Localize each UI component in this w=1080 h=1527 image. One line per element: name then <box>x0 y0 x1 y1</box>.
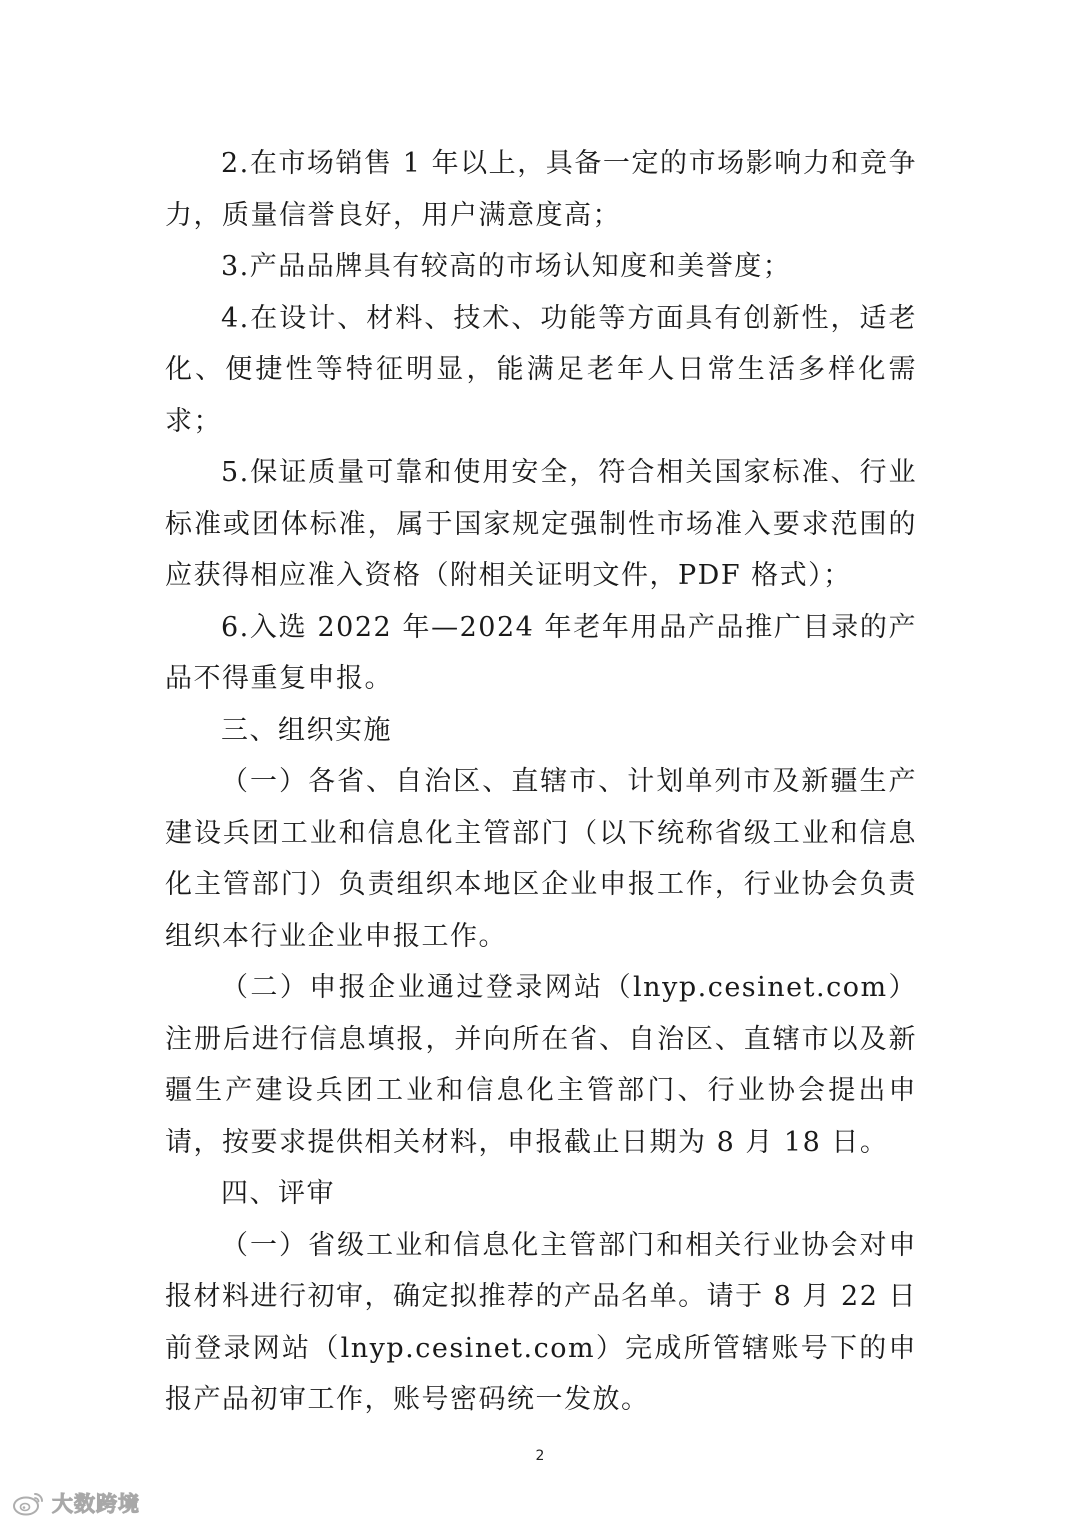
paragraph-criterion-4: 4.在设计、材料、技术、功能等方面具有创新性，适老化、便捷性等特征明显，能满足老年人日常生活多样化需求； <box>165 302 917 437</box>
document-body <box>165 138 917 1426</box>
section-heading-organization: 三、组织实施 <box>221 714 392 746</box>
weibo-logo-icon <box>12 1489 46 1517</box>
paragraph-organization-1: （一）各省、自治区、直辖市、计划单列市及新疆生产建设兵团工业和信息化主管部门（以下统称省级工业和信息化主管部门）负责组织本地区企业申报工作，行业协会负责组织本行业企业申报工作。 <box>165 766 917 952</box>
paragraph-organization-2: （二）申报企业通过登录网站（lnyp.cesinet.com）注册后进行信息填报，并向所在省、自治区、直辖市以及新疆生产建设兵团工业和信息化主管部门、行业协会提出申请，按要求提供相关材料，申报截止日期为 8 月 18 日。 <box>165 972 917 1158</box>
watermark <box>12 1488 140 1518</box>
paragraph-criterion-2: 2.在市场销售 1 年以上，具备一定的市场影响力和竞争力，质量信誉良好，用户满意度高； <box>165 148 917 231</box>
paragraph-criterion-5: 5.保证质量可靠和使用安全，符合相关国家标准、行业标准或团体标准，属于国家规定强制性市场准入要求范围的应获得相应准入资格（附相关证明文件，PDF 格式）； <box>165 457 917 591</box>
watermark-text: 大数跨境 <box>52 1492 140 1516</box>
paragraph-review-1: （一）省级工业和信息化主管部门和相关行业协会对申报材料进行初审，确定拟推荐的产品名单。请于 8 月 22 日前登录网站（lnyp.cesinet.com）完成所管辖账号下的申报产品初审工作，账号密码统一发放。 <box>165 1229 917 1415</box>
paragraph-criterion-6: 6.入选 2022 年—2024 年老年用品产品推广目录的产品不得重复申报。 <box>165 611 917 694</box>
section-heading-review: 四、评审 <box>221 1178 335 1209</box>
paragraph-criterion-3: 3.产品品牌具有较高的市场认知度和美誉度； <box>221 251 792 282</box>
page-number: 2 <box>535 1448 545 1464</box>
